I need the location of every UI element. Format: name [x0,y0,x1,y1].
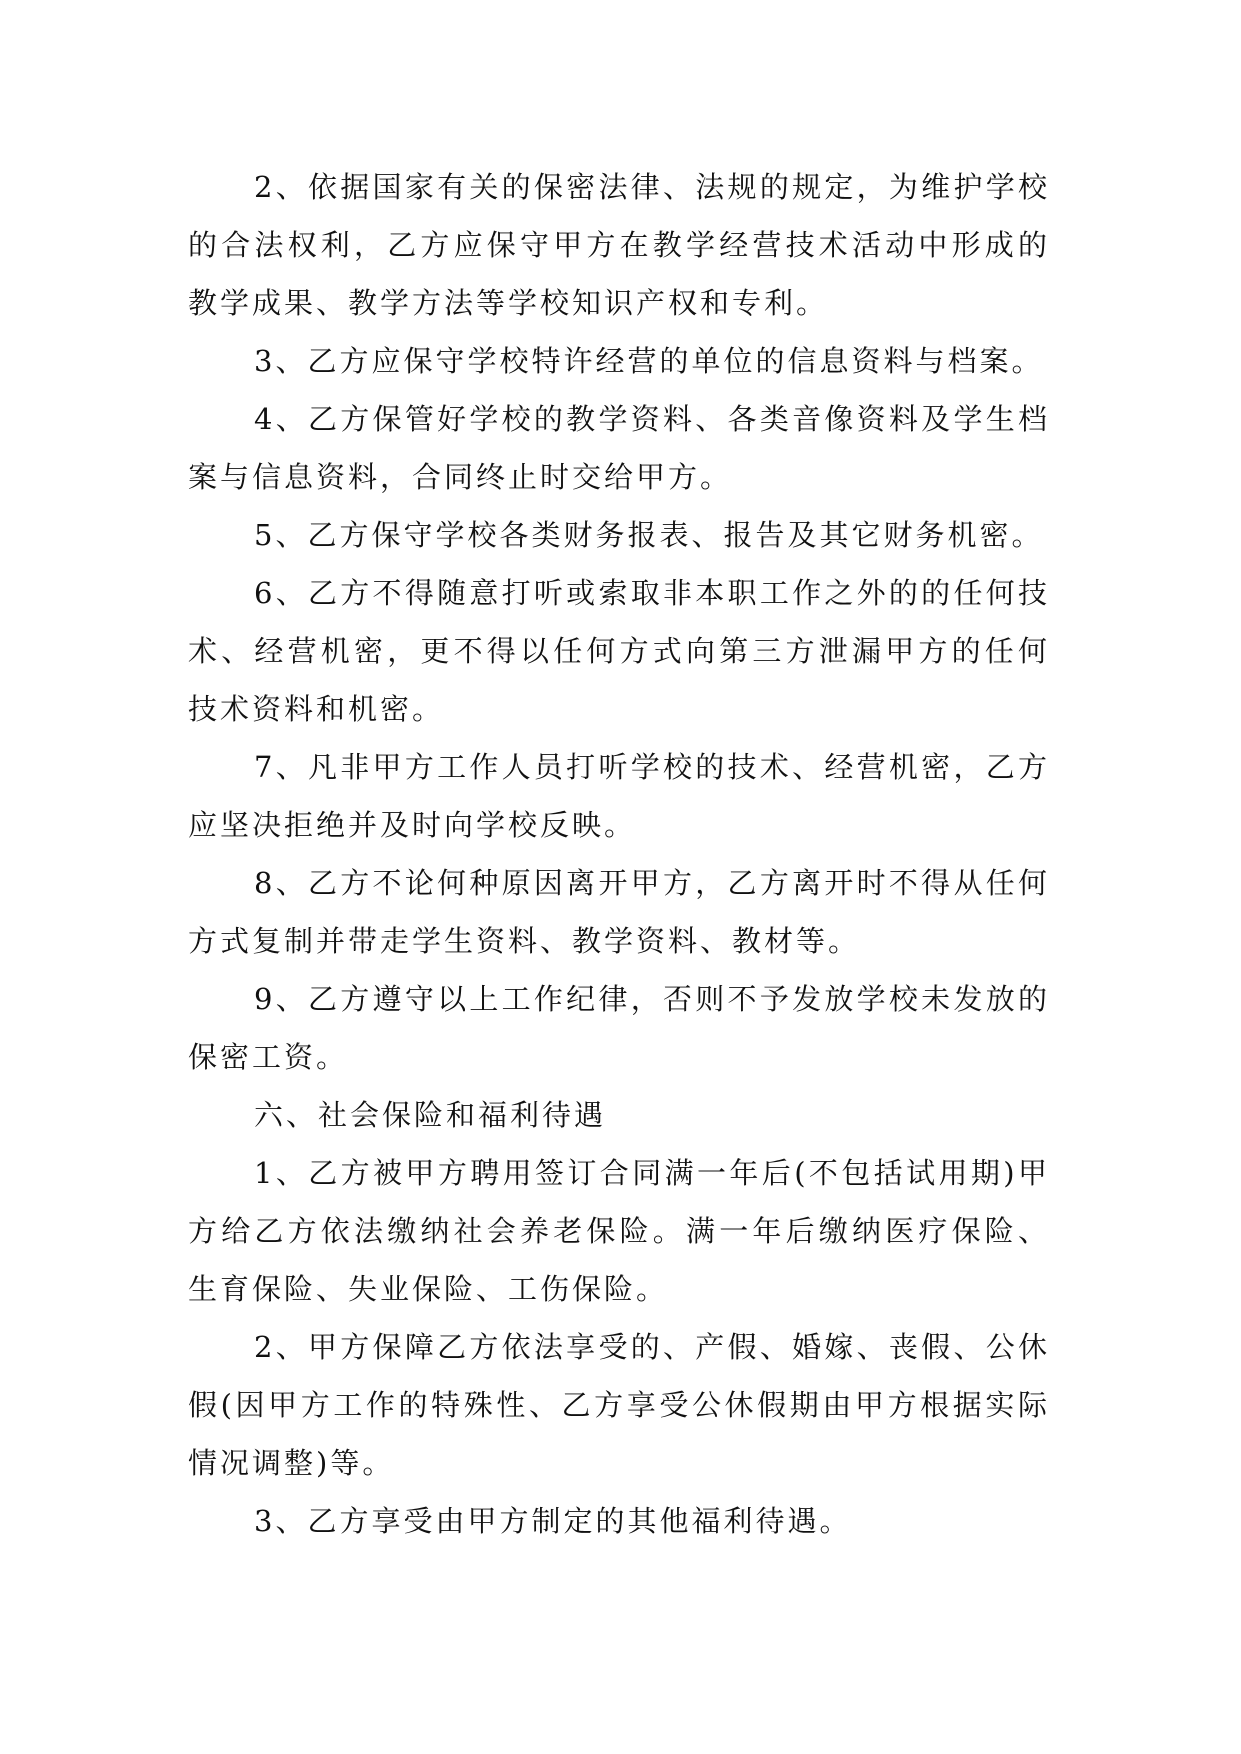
section-6-heading: 六、社会保险和福利待遇 [254,1098,607,1132]
clause-6-no-inquiry: 6、乙方不得随意打听或索取非本职工作之外的的任何技术、经营机密，更不得以任何方式向第三方泄漏甲方的任何技术资料和机密。 [188,576,1050,726]
clause-7-report-inquiries: 7、凡非甲方工作人员打听学校的技术、经营机密，乙方应坚决拒绝并及时向学校反映。 [188,750,1050,842]
insurance-clause-1: 1、乙方被甲方聘用签订合同满一年后(不包括试用期)甲方给乙方依法缴纳社会养老保险。满一年后缴纳医疗保险、生育保险、失业保险、工伤保险。 [188,1156,1050,1306]
document-body [188,158,1050,1550]
clause-2-confidentiality-ip: 2、依据国家有关的保密法律、法规的规定，为维护学校的合法权利，乙方应保守甲方在教学经营技术活动中形成的教学成果、教学方法等学校知识产权和专利。 [188,170,1050,320]
clause-9-confidentiality-wage: 9、乙方遵守以上工作纪律，否则不予发放学校未发放的保密工资。 [188,982,1050,1074]
clause-5-financial-secrets: 5、乙方保守学校各类财务报表、报告及其它财务机密。 [254,518,1044,552]
insurance-clause-3: 3、乙方享受由甲方制定的其他福利待遇。 [254,1504,852,1538]
clause-3-franchise-info: 3、乙方应保守学校特许经营的单位的信息资料与档案。 [254,344,1044,378]
clause-4-teaching-materials: 4、乙方保管好学校的教学资料、各类音像资料及学生档案与信息资料，合同终止时交给甲方。 [188,402,1050,494]
clause-8-leaving-no-copy: 8、乙方不论何种原因离开甲方，乙方离开时不得从任何方式复制并带走学生资料、教学资料、教材等。 [188,866,1050,958]
insurance-clause-2: 2、甲方保障乙方依法享受的、产假、婚嫁、丧假、公休假(因甲方工作的特殊性、乙方享受公休假期由甲方根据实际情况调整)等。 [188,1330,1050,1480]
